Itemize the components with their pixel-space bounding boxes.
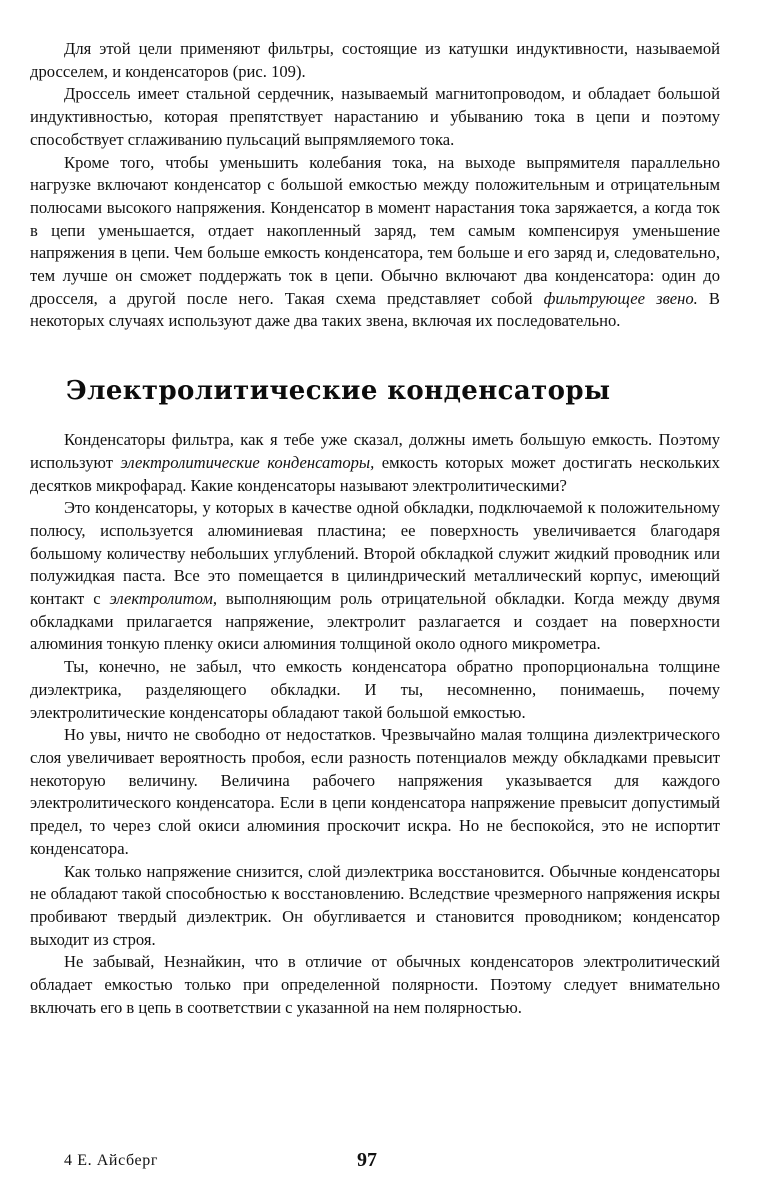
section-intro bbox=[30, 38, 720, 333]
paragraph-text: Как только напряжение снизится, слой диэлектрика восстановится. Обычные конденсаторы не обладают такой способностью к восстановлению. Вследствие чрезмерного напряжения искры пробивают твердый диэлектрик. Он обугливается и становится проводником; конденсатор выходит из строя. bbox=[30, 861, 720, 949]
section-electrolytic bbox=[30, 429, 720, 1019]
page-number: 97 bbox=[357, 1149, 377, 1171]
italic-term: электролитические конденсаторы, bbox=[120, 452, 375, 472]
page-footer bbox=[64, 1149, 384, 1175]
paragraph bbox=[30, 497, 720, 656]
paragraph bbox=[30, 861, 720, 952]
paragraph bbox=[30, 951, 720, 1019]
page-body bbox=[30, 38, 720, 1019]
paragraph-text: емкость которых может достигать нескольких десятков микрофарад. Какие конденсаторы называют электролитическими? bbox=[30, 452, 720, 495]
paragraph-text: Не забывай, Незнайкин, что в отличие от обычных конденсаторов электролитический обладает емкостью только при определенной полярности. Поэтому следует внимательно включать его в цепь в соответствии с указанной на нем полярностью. bbox=[30, 952, 720, 1017]
paragraph bbox=[30, 724, 720, 860]
italic-term: электролитом, bbox=[109, 589, 217, 609]
paragraph-text: Дроссель имеет стальной сердечник, называемый магнитопроводом, и обладает большой индуктивностью, которая препятствует нарастанию и убыванию тока в цепи и поэтому способствует сглаживанию пульсаций выпрямляемого тока. bbox=[30, 84, 720, 149]
signature-mark: 4 Е. Айсберг bbox=[64, 1152, 158, 1169]
section-heading: Электролитические конденсаторы bbox=[66, 376, 611, 407]
paragraph-text: Но увы, ничто не свободно от недостатков. Чрезвычайно малая толщина диэлектрического слоя увеличивает вероятность пробоя, если разность потенциалов между обкладками превысит некоторую величину. Величина рабочего напряжения указывается для каждого электролитического конденсатора. Если в цепи конденсатора напряжение превысит допустимый предел, то через слой окиси алюминия проскочит искра. Но не беспокойся, это не испортит конденсатора. bbox=[30, 725, 720, 858]
italic-term: фильтрующее звено. bbox=[543, 288, 698, 308]
paragraph bbox=[30, 83, 720, 151]
paragraph bbox=[30, 38, 720, 83]
paragraph-text: выполняющим роль отрицательной обкладки. Когда между двумя обкладками прилагается напряжение, электролит разлагается и создает на поверхности алюминия тонкую пленку окиси алюминия толщиной около одного микрометра. bbox=[30, 589, 720, 654]
paragraph bbox=[30, 656, 720, 724]
paragraph-text: Это конденсаторы, у которых в качестве одной обкладки, подключаемой к положительному полюсу, используется алюминиевая пластина; ее поверхность увеличивается благодаря большому количеству небольших углублений. Второй обкладкой служит жидкий проводник или полужидкая паста. Все это помещается в цилиндрический металлический корпус, имеющий контакт с bbox=[30, 498, 720, 609]
paragraph bbox=[30, 152, 720, 334]
paragraph-text: Ты, конечно, не забыл, что емкость конденсатора обратно пропорциональна толщине диэлектрика, разделяющего обкладки. И ты, несомненно, понимаешь, почему электролитические конденсаторы обладают такой большой емкостью. bbox=[30, 657, 720, 722]
paragraph-text: Кроме того, чтобы уменьшить колебания тока, на выходе выпрямителя параллельно нагрузке включают конденсатор с большой емкостью между положительным и отрицательным полюсами высокого напряжения. Конденсатор в момент нарастания тока заряжается, а когда ток в цепи уменьшается, отдает накопленный заряд, тем самым компенсируя уменьшение напряжения в цепи. Чем больше емкость конденсатора, тем больше и его заряд и, следовательно, тем лучше он сможет поддержать ток в цепи. Обычно включают два конденсатора: один до дросселя, а другой после него. Такая схема представляет собой bbox=[30, 152, 720, 308]
paragraph-text: Конденсаторы фильтра, как я тебе уже сказал, должны иметь большую емкость. Поэтому используют bbox=[30, 430, 720, 472]
paragraph-text: В некоторых случаях используют даже два таких звена, включая их последовательно. bbox=[30, 288, 720, 331]
paragraph-text: Для этой цели применяют фильтры, состоящие из катушки индуктивности, называемой дросселем, и конденсаторов (рис. 109). bbox=[30, 39, 720, 81]
paragraph bbox=[30, 429, 720, 497]
